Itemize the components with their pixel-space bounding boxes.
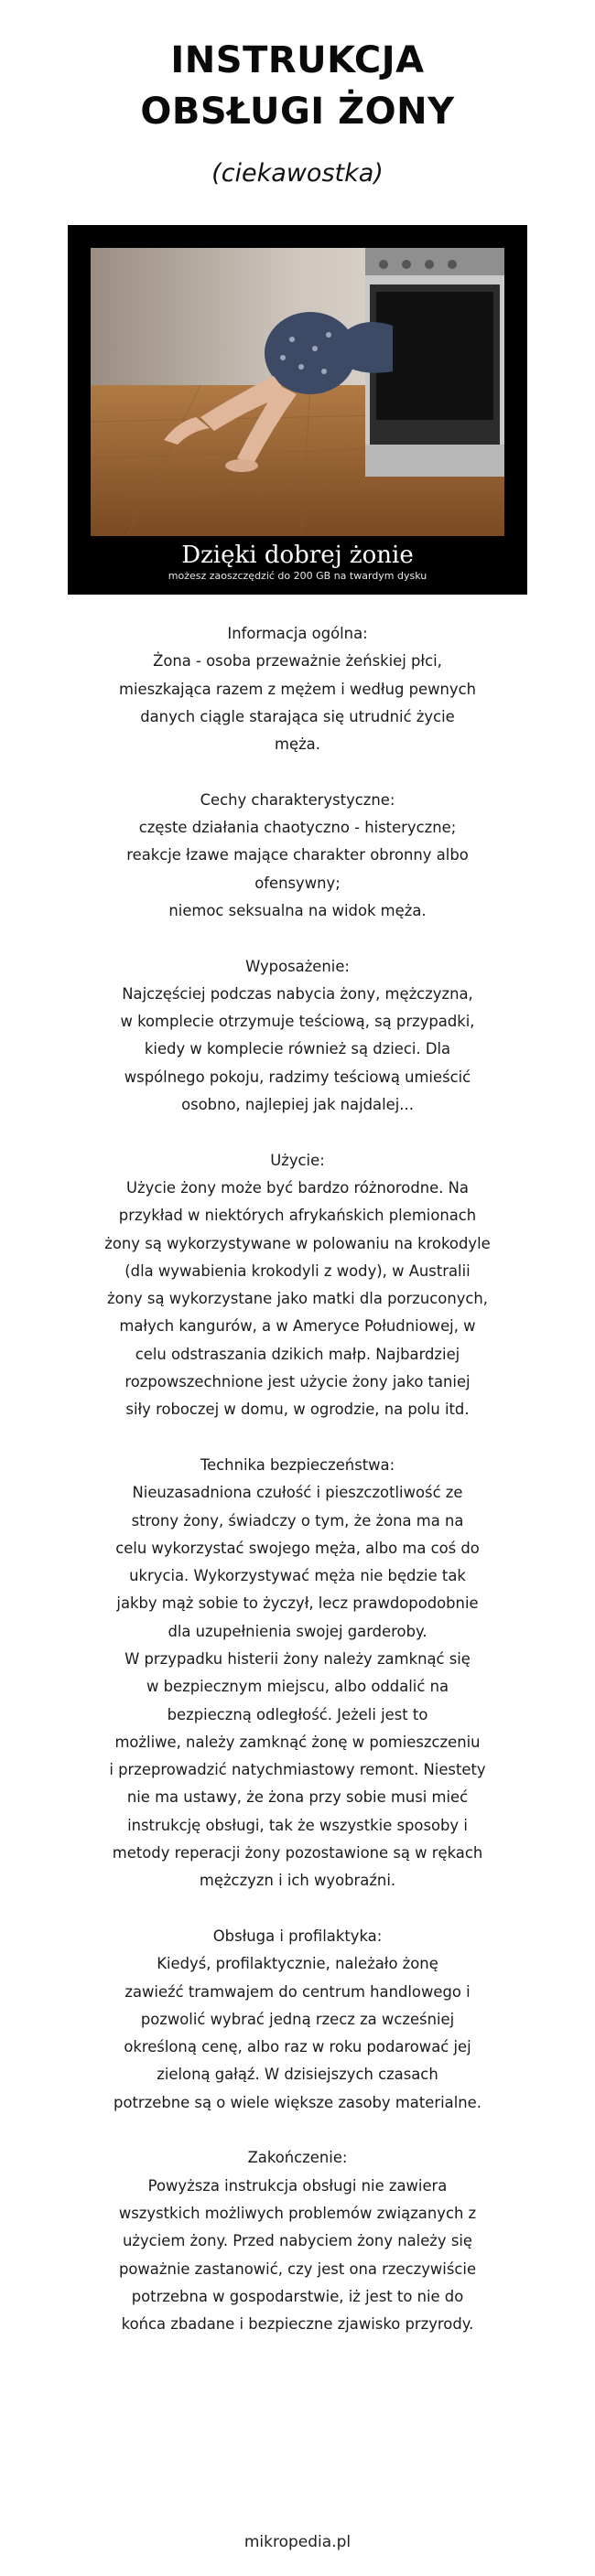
section-general-info: [87, 620, 508, 758]
text-line: i przeprowadzić natychmiastowy remont. Niestety: [109, 1761, 486, 1779]
text-line: użyciem żony. Przed nabyciem żony należy się: [122, 2232, 472, 2250]
page-subtitle: (ciekawostka): [211, 159, 384, 188]
text-line: W przypadku histerii żony należy zamknąć się: [124, 1649, 471, 1668]
text-line: ukrycia. Wykorzystywać męża nie będzie tak: [129, 1567, 466, 1585]
title-line-2: OBSŁUGI ŻONY: [140, 91, 455, 133]
text-line: (dla wywabienia krokodyli z wody), w Australii: [124, 1261, 471, 1280]
text-line: Nieuzasadniona czułość i pieszczotliwość ze: [132, 1484, 463, 1502]
text-line: męża.: [275, 735, 320, 754]
text-line: danych ciągle starająca się utrudnić życie: [140, 707, 455, 725]
text-line: kiedy w komplecie również są dzieci. Dla: [144, 1040, 451, 1058]
source-credit: mikropedia.pl: [243, 2533, 352, 2551]
section-heading: Obsługa i profilaktyka:: [212, 1927, 383, 1945]
page-title: [0, 35, 595, 137]
section-characteristics: [87, 787, 508, 925]
text-line: możliwe, należy zamknąć żonę w pomieszczeniu: [114, 1733, 481, 1751]
kitchen-photo: [91, 248, 504, 536]
text-line: częste działania chaotyczno - histeryczne;: [138, 819, 457, 837]
text-line: bezpieczną odległość. Jeżeli jest to: [167, 1705, 428, 1723]
text-line: dla uzupełnienia swojej garderoby.: [168, 1622, 427, 1640]
text-line: celu wykorzystać swojego męża, albo ma coś do: [115, 1539, 480, 1557]
text-line: potrzebna w gospodarstwie, iż jest to nie do: [131, 2287, 464, 2305]
text-line: w komplecie otrzymuje teściową, są przypadki,: [120, 1013, 475, 1031]
text-line: strony żony, świadczy o tym, że żona ma na: [131, 1511, 464, 1530]
text-line: żony są wykorzystane jako matki dla porzuconych,: [106, 1290, 489, 1308]
section-heading: Użycie:: [270, 1151, 325, 1169]
text-line: określoną cenę, albo raz w roku podarować jej: [124, 2038, 471, 2056]
text-line: rozpowszechnione jest użycie żony jako taniej: [124, 1373, 471, 1391]
text-line: instrukcję obsługi, tak że wszystkie sposoby i: [127, 1816, 468, 1834]
text-line: nie ma ustawy, że żona przy sobie musi mieć: [126, 1788, 469, 1807]
section-heading: Informacja ogólna:: [227, 625, 368, 642]
text-line: zieloną gałąź. W dzisiejszych czasach: [157, 2066, 438, 2084]
text-line: Kiedyś, profilaktycznie, należało żonę: [157, 1955, 438, 1973]
text-line: osobno, najlepiej jak najdalej...: [181, 1096, 414, 1114]
poster-subtitle: możesz zaoszczędzić do 200 GB na twardym dysku: [168, 570, 427, 582]
text-line: ofensywny;: [254, 874, 341, 892]
section-heading: Technika bezpieczeństwa:: [200, 1455, 395, 1474]
text-line: niemoc seksualna na widok męża.: [168, 901, 427, 919]
text-line: Żona - osoba przeważnie żeńskiej płci,: [153, 652, 442, 671]
text-line: w bezpiecznym miejscu, albo oddalić na: [146, 1678, 449, 1696]
section-heading: Cechy charakterystyczne:: [200, 790, 395, 809]
text-line: Użycie żony może być bardzo różnorodne. Na: [126, 1178, 469, 1197]
article-body: [87, 620, 508, 2367]
text-line: pozwolić wybrać jedną rzecz za wcześniej: [140, 2010, 455, 2028]
text-line: zawieźć tramwajem do centrum handlowego i: [124, 1982, 471, 2001]
text-line: przykład w niektórych afrykańskich plemionach: [118, 1207, 477, 1225]
text-line: jakby mąż sobie to życzył, lecz prawdopodobnie: [116, 1594, 479, 1613]
section-maintenance: [87, 1923, 508, 2117]
section-conclusion: [87, 2144, 508, 2338]
text-line: siły roboczej w domu, w ogrodzie, na polu itd.: [125, 1401, 470, 1419]
text-line: małych kangurów, a w Ameryce Południowej, w: [119, 1317, 476, 1336]
text-line: mieszkająca razem z mężem i według pewnych: [119, 680, 476, 698]
section-usage: [87, 1147, 508, 1424]
text-line: wszystkich możliwych problemów związanych z: [118, 2204, 477, 2222]
text-line: reakcje łzawe mające charakter obronny albo: [126, 846, 469, 864]
section-heading: Zakończenie:: [247, 2149, 348, 2167]
section-safety: [87, 1452, 508, 1895]
section-equipment: [87, 953, 508, 1120]
text-line: żony są wykorzystywane w polowaniu na krokodyle: [104, 1234, 491, 1252]
text-line: końca zbadane i bezpieczne zjawisko przyrody.: [121, 2315, 474, 2334]
title-line-1: INSTRUKCJA: [170, 39, 425, 81]
poster-title: Dzięki dobrej żonie: [181, 542, 414, 569]
text-line: mężczyzn i ich wyobraźni.: [199, 1872, 396, 1890]
text-line: wspólnego pokoju, radzimy teściową umieścić: [124, 1068, 471, 1086]
text-line: Najczęściej podczas nabycia żony, mężczyzna,: [122, 984, 473, 1003]
text-line: potrzebne są o wiele większe zasoby materialne.: [114, 2093, 481, 2111]
text-line: Powyższa instrukcja obsługi nie zawiera: [147, 2176, 448, 2195]
section-heading: Wyposażenie:: [245, 957, 350, 975]
text-line: poważnie zastanowić, czy jest ona rzeczywiście: [118, 2259, 477, 2278]
text-line: metody reperacji żony pozostawione są w rękach: [112, 1844, 483, 1862]
text-line: celu odstraszania dzikich małp. Najbardziej: [135, 1345, 460, 1363]
demotivator-poster: [68, 225, 527, 595]
